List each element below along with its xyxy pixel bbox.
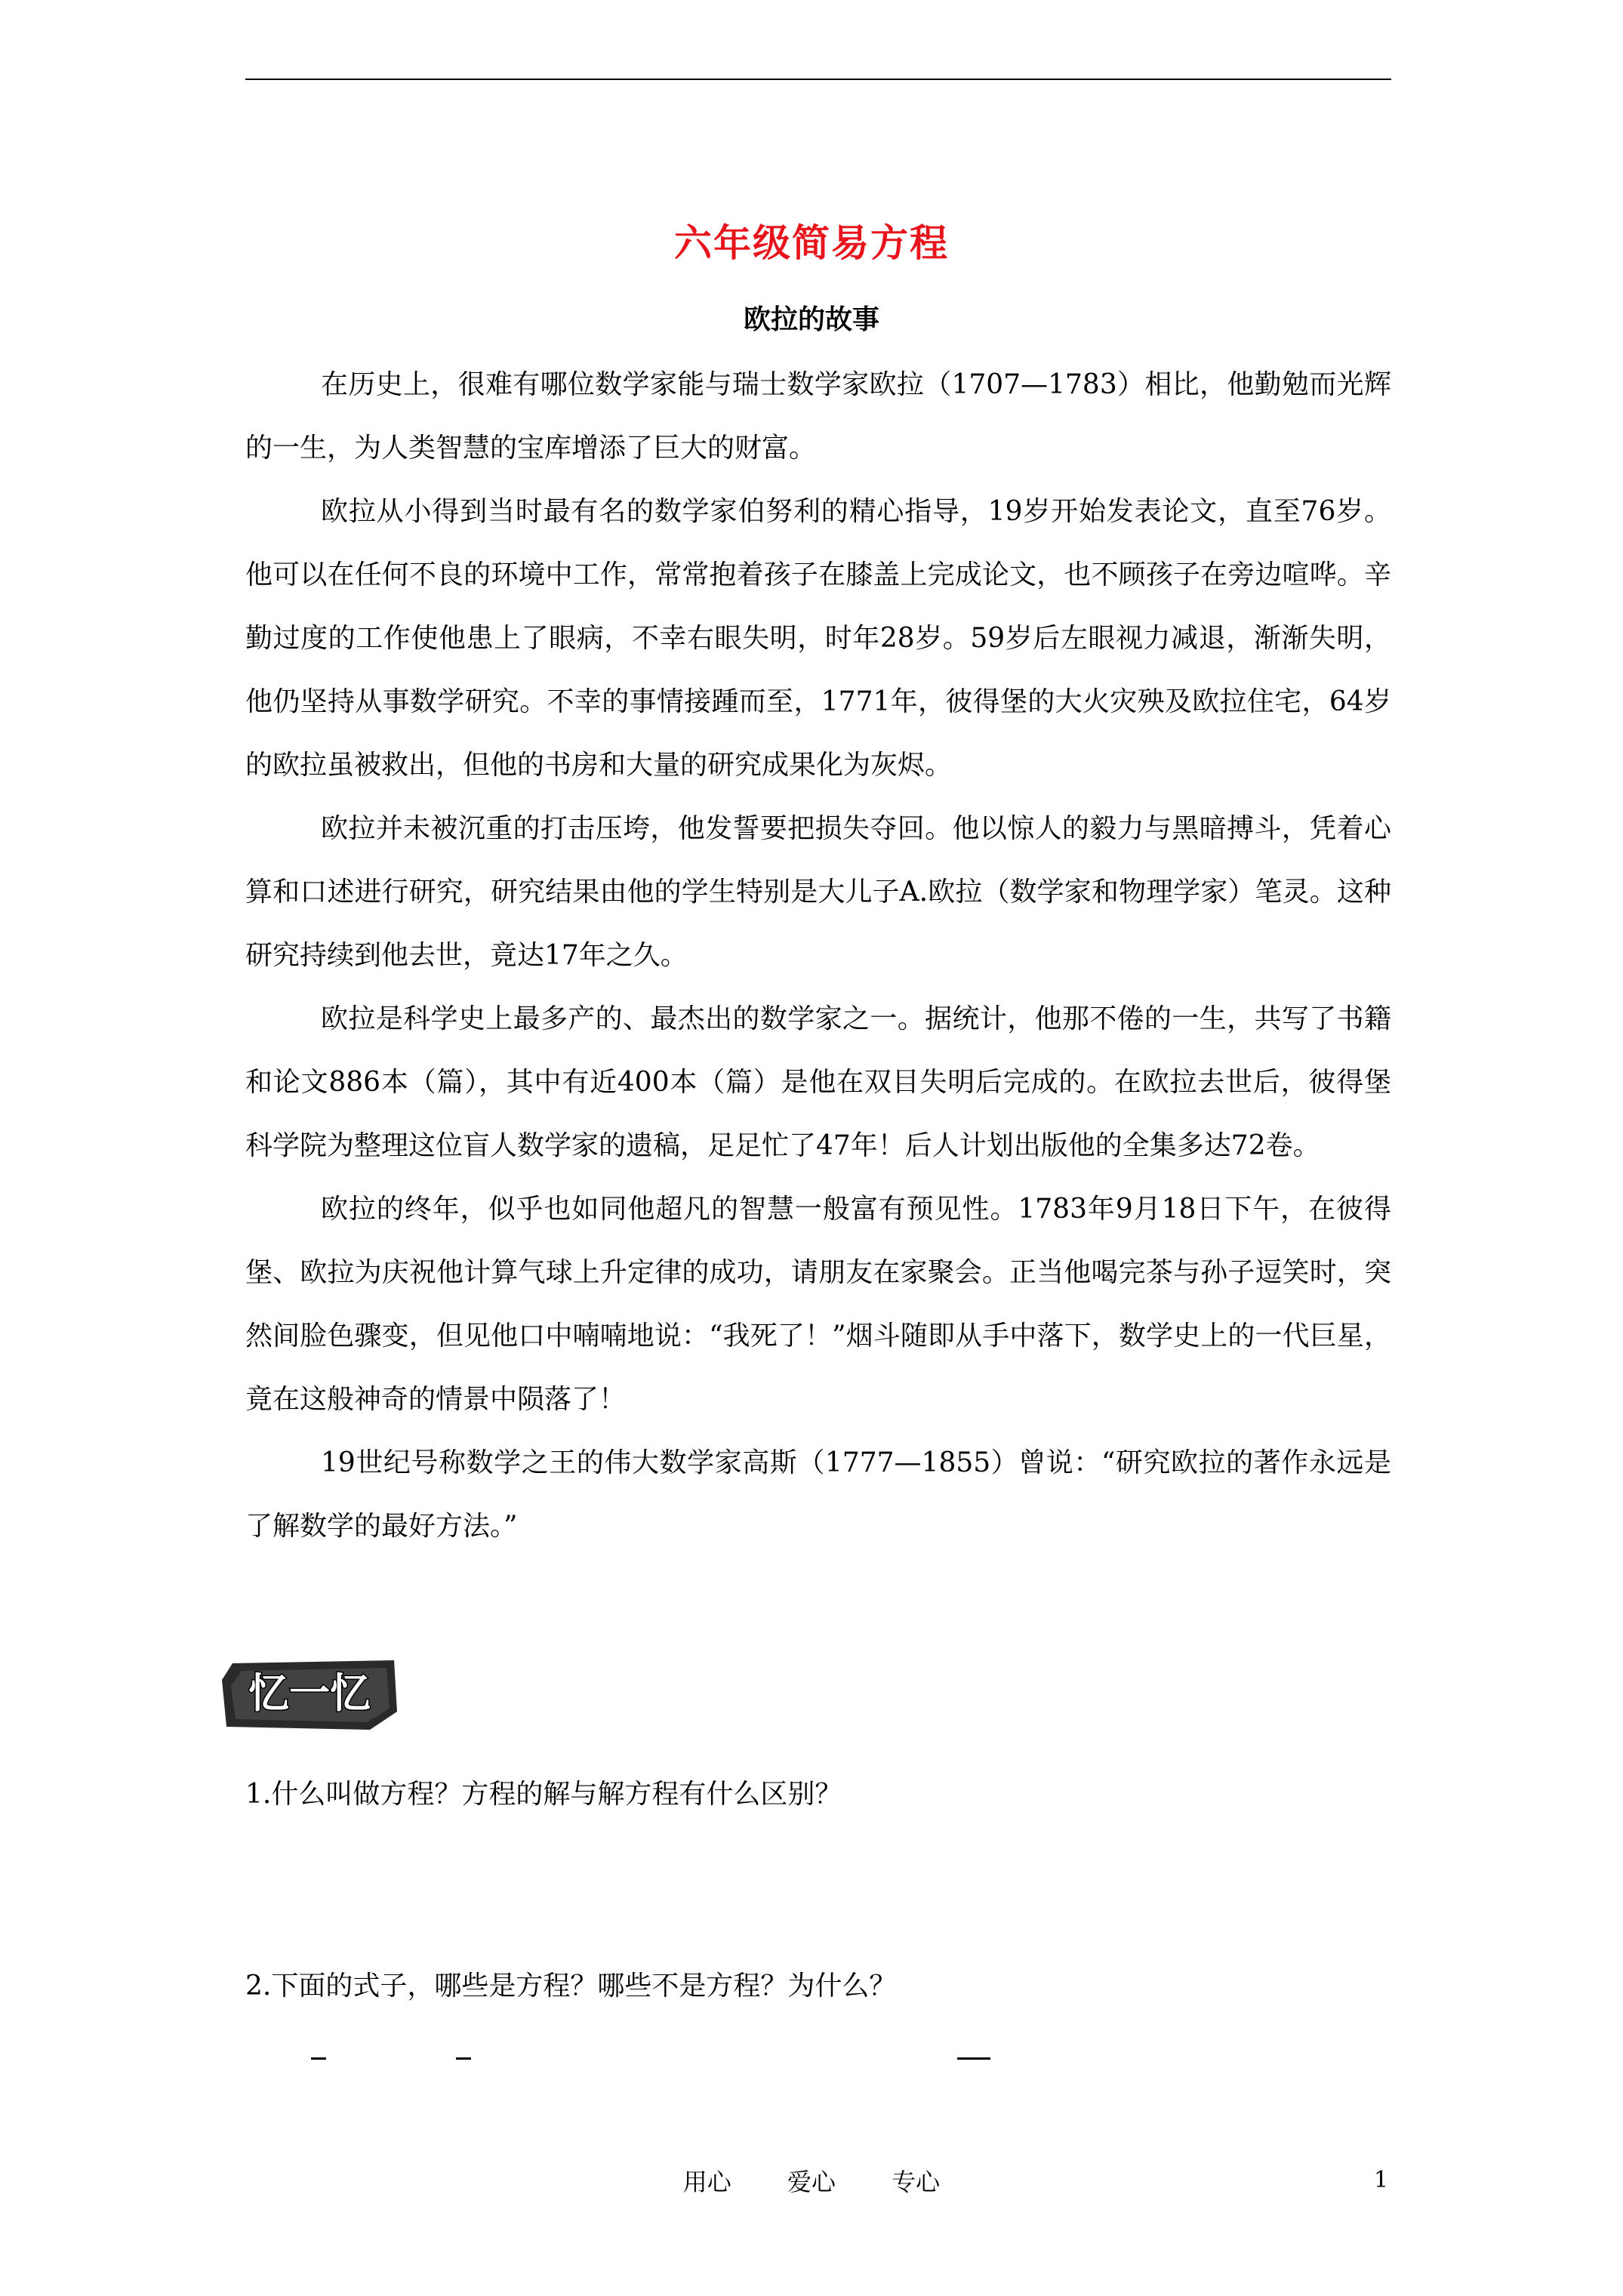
answer-blank: [456, 2057, 471, 2060]
section-badge: [219, 1657, 400, 1733]
question-2: 2.下面的式子，哪些是方程？哪些不是方程？为什么？: [245, 1971, 897, 2002]
paragraph: 在历史上，很难有哪位数学家能与瑞士数学家欧拉（1707—1783）相比，他勤勉而光辉的一生，为人类智慧的宝库增添了巨大的财富。: [245, 369, 1391, 464]
question-1: 1.什么叫做方程？方程的解与解方程有什么区别？: [245, 1779, 842, 1810]
paragraph: 欧拉的终年，似乎也如同他超凡的智慧一般富有预见性。1783年9月18日下午，在彼得堡、欧拉为庆祝他计算气球上升定律的成功，请朋友在家聚会。正当他喝完茶与孙子逗笑时，突然间脸色骤变，但见他口中喃喃地说：“我死了！”烟斗随即从手中落下，数学史上的一代巨星，竟在这般神奇的情景中陨落了！: [245, 1194, 1391, 1415]
paragraph: 欧拉从小得到当时最有名的数学家伯努利的精心指导，19岁开始发表论文，直至76岁。他可以在任何不良的环境中工作，常常抱着孩子在膝盖上完成论文，也不顾孩子在旁边喧哗。辛勤过度的工作使他患上了眼病，不幸右眼失明，时年28岁。59岁后左眼视力减退，渐渐失明，他仍坚持从事数学研究。不幸的事情接踵而至，1771年，彼得堡的大火灾殃及欧拉住宅，64岁的欧拉虽被救出，但他的书房和大量的研究成果化为灰烬。: [245, 496, 1391, 781]
story-body: [245, 353, 1391, 1558]
footer-word: 专心: [892, 2168, 941, 2196]
paragraph: 欧拉并未被沉重的打击压垮，他发誓要把损失夺回。他以惊人的毅力与黑暗搏斗，凭着心算和口述进行研究，研究结果由他的学生特别是大儿子A.欧拉（数学家和物理学家）笔灵。这种研究持续到他去世，竟达17年之久。: [245, 813, 1391, 971]
footer-word: 用心: [682, 2168, 731, 2196]
footer-word: 爱心: [787, 2168, 836, 2196]
document-subtitle: 欧拉的故事: [743, 304, 879, 335]
paragraph: 19世纪号称数学之王的伟大数学家高斯（1777—1855）曾说：“研究欧拉的著作永远是了解数学的最好方法。”: [245, 1447, 1391, 1542]
page-number: 1: [1374, 2167, 1389, 2193]
document-title: 六年级简易方程: [674, 220, 949, 265]
badge-label: 忆一忆: [248, 1669, 371, 1717]
header-rule: [245, 79, 1391, 80]
answer-blank: [311, 2057, 326, 2060]
paragraph: 欧拉是科学史上最多产的、最杰出的数学家之一。据统计，他那不倦的一生，共写了书籍和论文886本（篇），其中有近400本（篇）是他在双目失明后完成的。在欧拉去世后，彼得堡科学院为整理这位盲人数学家的遗稿，足足忙了47年！后人计划出版他的全集多达72卷。: [245, 1003, 1391, 1161]
answer-blank: [957, 2057, 990, 2060]
